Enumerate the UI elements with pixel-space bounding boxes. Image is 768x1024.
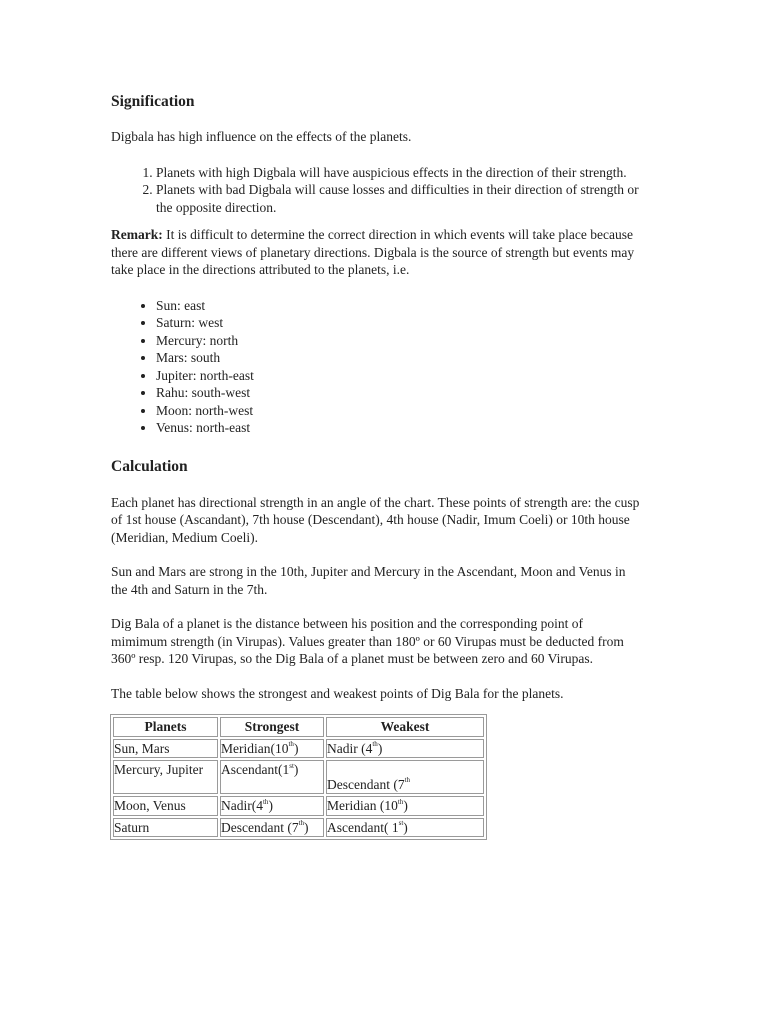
cell-weakest: Nadir (4th): [326, 739, 484, 759]
directions-list: [111, 297, 641, 437]
calculation-paragraph-3: Dig Bala of a planet is the distance between his position and the corresponding point of mimimum strength (in Virupas). Values greater than 180º or 60 Virupas must be deducted from 360º resp. 120 Virupas, so the Dig Bala of a planet must be between zero and 60 Virupas.: [111, 616, 624, 666]
column-header-weakest: Weakest: [326, 717, 484, 737]
remark-text: It is difficult to determine the correct direction in which events will take place because there are different views of planetary directions. Digbala is the source of strength but events may take place in the directions attributed to the planets, i.e.: [111, 227, 635, 277]
table-header-row: [113, 717, 484, 737]
list-item: • Rahu: south-west: [156, 384, 641, 402]
signification-heading: Signification: [111, 93, 195, 110]
cell-weakest: Meridian (10th): [326, 796, 484, 816]
list-item: • Moon: north-west: [156, 402, 641, 420]
table-row: [113, 796, 484, 816]
column-header-strongest: Strongest: [220, 717, 324, 737]
calculation-paragraph-2: Sun and Mars are strong in the 10th, Jupiter and Mercury in the Ascendant, Moon and Venus in the 4th and Saturn in the 7th.: [111, 564, 626, 597]
dig-bala-table: [110, 714, 487, 840]
list-item: • Mars: south: [156, 349, 641, 367]
list-item: 2. Planets with bad Digbala will cause losses and difficulties in their direction of strength or the opposite direction.: [156, 181, 641, 216]
cell-weakest: Ascendant( 1st): [326, 818, 484, 838]
table-row: [113, 818, 484, 838]
calculation-paragraph-4: The table below shows the strongest and weakest points of Dig Bala for the planets.: [111, 685, 564, 701]
cell-strongest: Descendant (7th): [220, 818, 324, 838]
calculation-paragraph-1: Each planet has directional strength in an angle of the chart. These points of strength are: the cusp of 1st house (Ascandant), 7th house (Descendant), 4th house (Nadir, Imum Coeli) or 10th house (Meridian, Medium Coeli).: [111, 494, 640, 545]
list-item: • Venus: north-east: [156, 419, 641, 437]
cell-strongest: Nadir(4th): [220, 796, 324, 816]
cell-weakest: Descendant (7th: [326, 760, 484, 794]
list-item: • Mercury: north: [156, 332, 641, 350]
cell-planets: Sun, Mars: [113, 739, 218, 759]
cell-planets: Moon, Venus: [113, 796, 218, 816]
list-item: • Jupiter: north-east: [156, 367, 641, 385]
remark-paragraph: [111, 226, 641, 279]
list-item: • Sun: east: [156, 297, 641, 315]
list-item: 1. Planets with high Digbala will have auspicious effects in the direction of their strength.: [156, 164, 641, 182]
list-item: • Saturn: west: [156, 314, 641, 332]
calculation-heading: Calculation: [111, 457, 188, 475]
cell-planets: Mercury, Jupiter: [113, 760, 218, 794]
cell-strongest: Ascendant(1st): [220, 760, 324, 794]
table-row: [113, 739, 484, 759]
signification-list: [111, 164, 641, 217]
document-page: [111, 92, 641, 840]
table-row: [113, 760, 484, 794]
cell-planets: Saturn: [113, 818, 218, 838]
signification-intro: Digbala has high influence on the effects of the planets.: [111, 129, 412, 144]
column-header-planets: Planets: [113, 717, 218, 737]
cell-strongest: Meridian(10th): [220, 739, 324, 759]
remark-label: Remark:: [111, 227, 163, 242]
